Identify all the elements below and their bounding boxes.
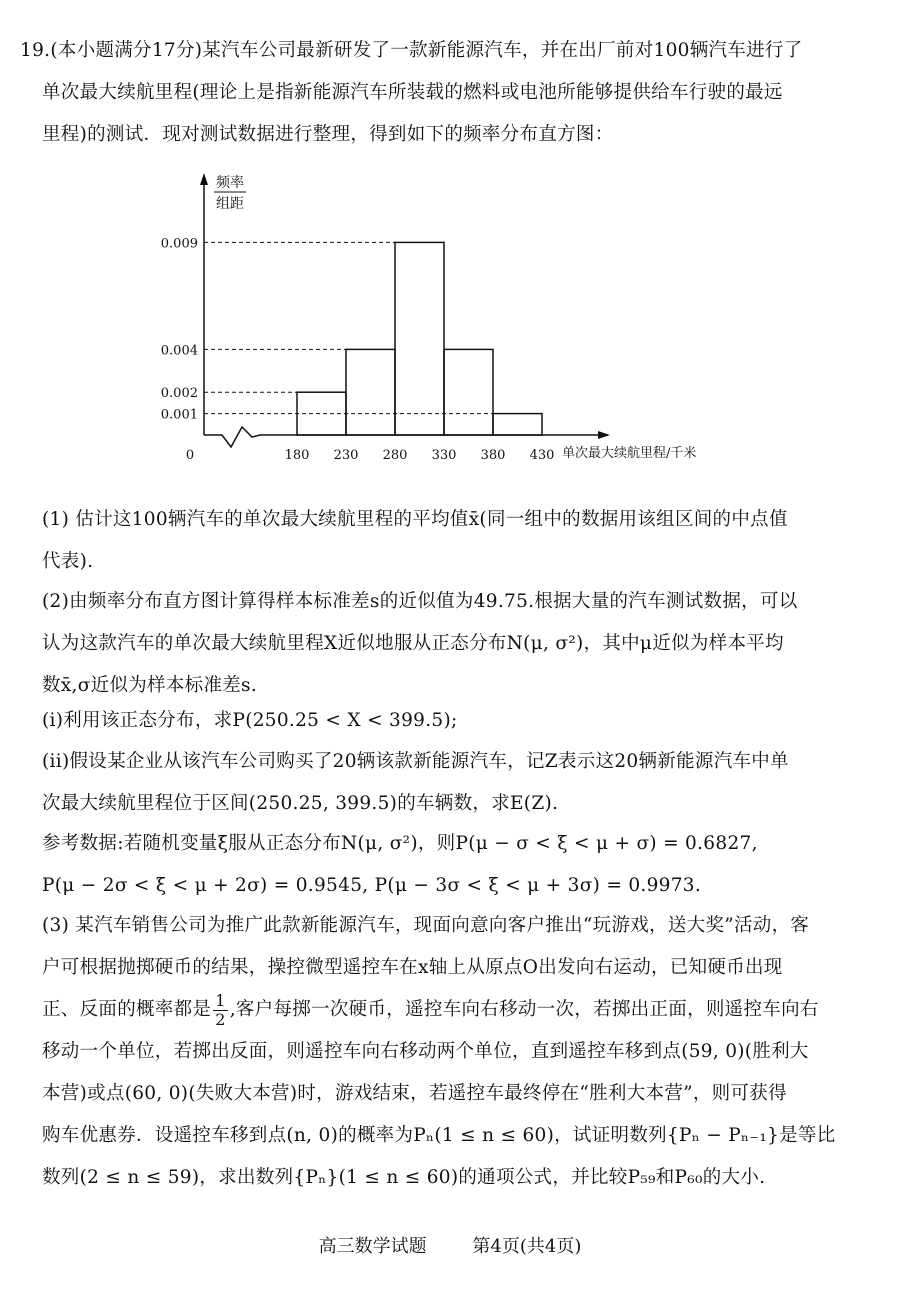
question-line: 19.(本小题满分17分)某汽车公司最新研发了一款新能源汽车，并在出厂前对100辆汽车进行了	[20, 40, 803, 61]
part-1	[20, 499, 880, 583]
part-3-line: 购车优惠券．设遥控车移到点(n, 0)的概率为Pₙ(1 ≤ n ≤ 60)，试证明数列{Pₙ − Pₙ₋₁}是等比	[42, 1125, 836, 1146]
y-tick-label: 0.001	[160, 407, 198, 423]
part-1-line: 代表).	[42, 551, 94, 572]
histogram-svg	[160, 165, 780, 475]
part-2-ii-line: (ii)假设某企业从该汽车公司购买了20辆该款新能源汽车，记Z表示这20辆新能源汽车中单	[42, 751, 789, 772]
axis-break	[216, 427, 260, 447]
part-2-line: 数x̄,σ近似为样本标准差s.	[42, 675, 258, 696]
y-tick-label: 0.002	[160, 386, 198, 402]
page-footer	[0, 1232, 900, 1258]
fraction-one-half	[213, 992, 227, 1029]
part-2-line: (2)由频率分布直方图计算得样本标准差s的近似值为49.75.根据大量的汽车测试数据，可以	[42, 591, 798, 612]
part-3	[20, 905, 880, 1199]
part-3-line	[20, 989, 880, 1031]
histogram-bar	[395, 242, 444, 435]
histogram-bar	[493, 414, 542, 435]
y-tick-label: 0.009	[160, 236, 198, 252]
axes	[200, 173, 610, 447]
y-tick-label: 0.004	[160, 343, 198, 359]
x-tick-label: 380	[480, 448, 506, 463]
x-tick-label: 230	[333, 448, 359, 463]
x-tick-label: 330	[431, 448, 457, 463]
fraction-denominator: 2	[215, 1009, 226, 1029]
part-3-text: 正、反面的概率都是	[42, 999, 212, 1020]
reference-line: P(μ − 2σ < ξ < μ + 2σ) = 0.9545, P(μ − 3σ < ξ < μ + 3σ) = 0.9973.	[42, 875, 702, 896]
question-line: 里程)的测试．现对测试数据进行整理，得到如下的频率分布直方图：	[42, 124, 614, 145]
part-2-i	[20, 700, 880, 742]
histogram-bar	[444, 349, 493, 435]
reference-data	[20, 823, 880, 907]
question-line: 单次最大续航里程(理论上是指新能源汽车所装载的燃料或电池所能够提供给车行驶的最远	[42, 82, 783, 103]
fraction-numerator: 1	[215, 990, 226, 1010]
x-tick-label: 430	[529, 448, 555, 463]
guide-lines	[204, 242, 493, 413]
x-tick-label: 280	[382, 448, 408, 463]
x-axis-label: 单次最大续航里程/千米	[562, 446, 697, 461]
part-2	[20, 581, 880, 707]
part-3-line: 数列(2 ≤ n ≤ 59)，求出数列{Pₙ}(1 ≤ n ≤ 60)的通项公式，并比较P₅₉和P₆₀的大小.	[42, 1167, 766, 1188]
reference-line: 参考数据:若随机变量ξ服从正态分布N(μ, σ²)，则P(μ − σ < ξ < μ + σ) = 0.6827,	[42, 833, 758, 854]
frequency-histogram	[160, 165, 780, 479]
y-axis-label-top: 频率	[216, 175, 244, 191]
part-3-line: 户可根据抛掷硬币的结果，操控微型遥控车在x轴上从原点O出发向右运动，已知硬币出现	[42, 957, 783, 978]
part-2-i-line: (i)利用该正态分布，求P(250.25 < X < 399.5);	[42, 710, 458, 731]
bars	[297, 242, 542, 435]
x-tick-label: 180	[284, 448, 310, 463]
part-1-line: (1) 估计这100辆汽车的单次最大续航里程的平均值x̄(同一组中的数据用该组区间的中点值	[42, 509, 788, 530]
part-3-text: ,客户每掷一次硬币，遥控车向右移动一次，若掷出正面，则遥控车向右	[229, 999, 819, 1020]
part-3-line: 本营)或点(60, 0)(失败大本营)时，游戏结束，若遥控车最终停在“胜利大本营”，则可获得	[42, 1083, 787, 1104]
footer-exam-title: 高三数学试题	[318, 1236, 427, 1257]
part-3-line: 移动一个单位，若掷出反面，则遥控车向右移动两个单位，直到遥控车移到点(59, 0)(胜利大	[42, 1041, 809, 1062]
part-2-line: 认为这款汽车的单次最大续航里程X近似地服从正态分布N(μ, σ²)，其中μ近似为样本平均	[42, 633, 784, 654]
footer-page-number: 第4页(共4页)	[472, 1236, 582, 1257]
x-axis-arrow	[598, 431, 610, 439]
histogram-bar	[346, 349, 395, 435]
part-3-line: (3) 某汽车销售公司为推广此款新能源汽车，现面向意向客户推出“玩游戏，送大奖”活动，客	[42, 915, 810, 936]
part-2-ii	[20, 741, 880, 825]
y-axis-label-bottom: 组距	[216, 196, 244, 212]
question-stem	[20, 30, 880, 156]
y-axis-arrow	[200, 173, 208, 185]
part-2-ii-line: 次最大续航里程位于区间(250.25, 399.5)的车辆数，求E(Z).	[42, 793, 559, 814]
tick-labels	[161, 175, 697, 463]
origin-label: 0	[185, 448, 195, 463]
